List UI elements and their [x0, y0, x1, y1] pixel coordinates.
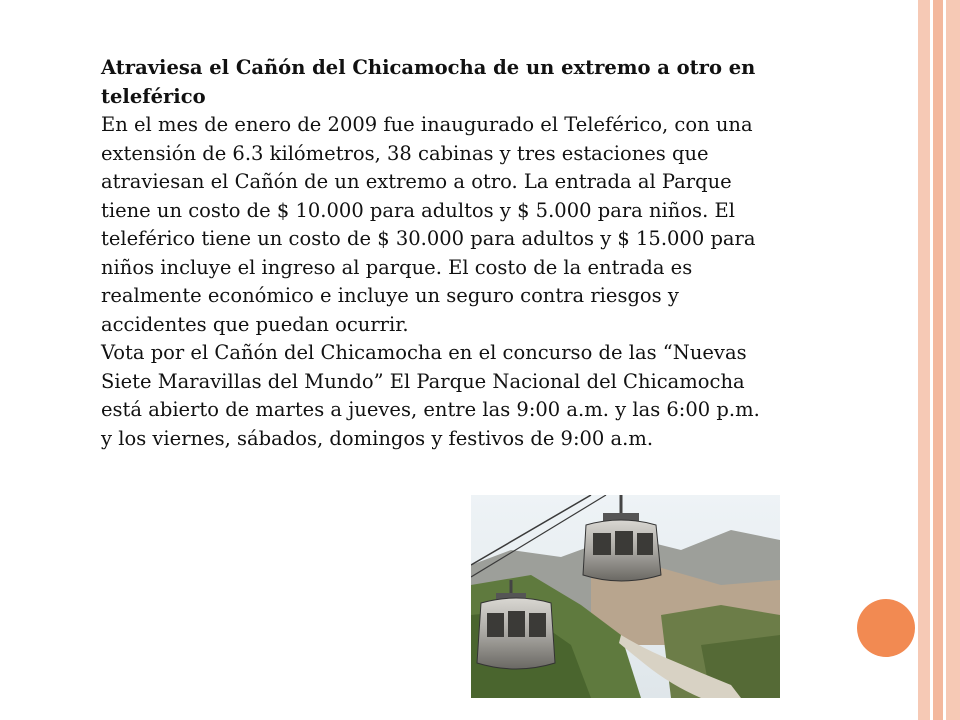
- cable-car-photo: [471, 495, 780, 698]
- decor-circle: [857, 599, 915, 657]
- cable-car-photo-illustration: [471, 495, 780, 698]
- slide-body: [101, 54, 771, 453]
- decor-stripe: [918, 0, 930, 720]
- slide-title: Atraviesa el Cañón del Chicamocha de un extremo a otro en teleférico: [101, 56, 756, 108]
- paragraph-horario: Vota por el Cañón del Chicamocha en el concurso de las “Nuevas Siete Maravillas del Mundo” El Parque Nacional del Chicamocha está abierto de martes a jueves, entre las 9:00 a.m. y las 6:00 p.m. y los viernes, sábados, domingos y festivos de 9:00 a.m.: [101, 341, 760, 450]
- decor-stripe: [933, 0, 943, 720]
- paragraph-teleferico: En el mes de enero de 2009 fue inaugurado el Teleférico, con una extensión de 6.3 kilómetros, 38 cabinas y tres estaciones que atraviesan el Cañón de un extremo a otro. La entrada al Parque tiene un costo de $ 10.000 para adultos y $ 5.000 para niños. El teleférico tiene un costo de $ 30.000 para adultos y $ 15.000 para niños incluye el ingreso al parque. El costo de la entrada es realmente económico e incluye un seguro contra riesgos y accidentes que puedan ocurrir.: [101, 113, 756, 336]
- decor-stripe: [946, 0, 960, 720]
